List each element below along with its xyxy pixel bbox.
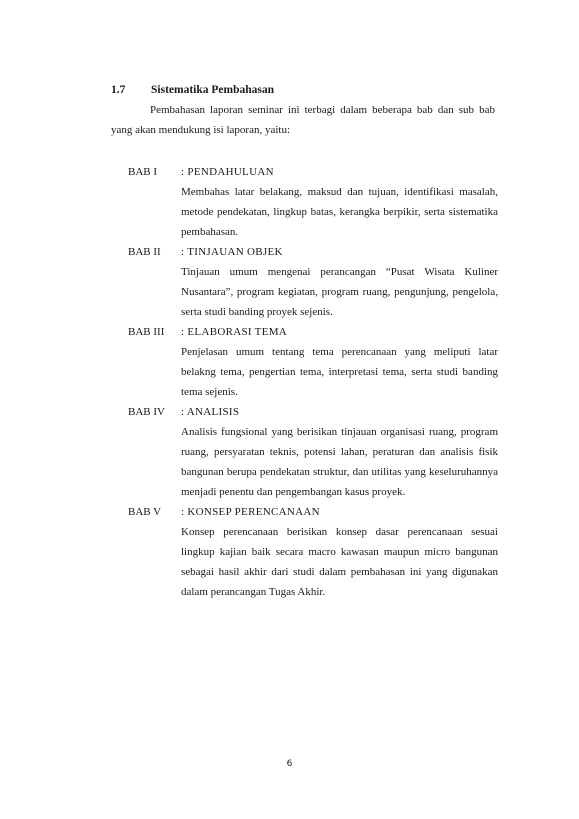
chapter-item-bab-1: [128, 162, 498, 242]
chapter-code: BAB V: [128, 506, 162, 518]
section-title: Sistematika Pembahasan: [151, 84, 274, 96]
chapter-description: Tinjauan umum mengenai perancangan “Pusat Wisata Kuliner Nusantara”, program kegiatan, program ruang, pengunjung, pengelola, serta studi banding proyek sejenis.: [181, 266, 498, 318]
chapter-description: Analisis fungsional yang berisikan tinjauan organisasi ruang, program ruang, persyaratan teknis, potensi lahan, peraturan dan analisis fisik bangunan berupa pendekatan struktur, dan utilitas yang keseluruhannya menjadi penentu dan pengembangan kasus proyek.: [181, 426, 498, 498]
chapter-code: BAB II: [128, 246, 161, 258]
chapter-title: : KONSEP PERENCANAAN: [181, 506, 320, 518]
chapter-item-bab-4: [128, 402, 498, 502]
chapter-description: Penjelasan umum tentang tema perencanaan yang meliputi latar belakng tema, pengertian tema, interpretasi tema, serta studi banding tema sejenis.: [181, 346, 498, 398]
section-number: 1.7: [111, 84, 126, 96]
chapter-title: : TINJAUAN OBJEK: [181, 246, 283, 258]
chapter-title: : ELABORASI TEMA: [181, 326, 288, 338]
chapter-description: Membahas latar belakang, maksud dan tujuan, identifikasi masalah, metode pendekatan, lingkup batas, kerangka berpikir, serta sistematika pembahasan.: [181, 186, 498, 238]
chapter-code: BAB I: [128, 166, 158, 178]
intro-paragraph: Pembahasan laporan seminar ini terbagi dalam beberapa bab dan sub bab yang akan mendukung isi laporan, yaitu:: [111, 104, 495, 136]
chapter-description: Konsep perencanaan berisikan konsep dasar perencanaan sesuai lingkup kajian baik secara macro kawasan maupun micro bangunan sebagai hasil akhir dari studi dalam pembahasan ini yang digunakan dalam perancangan Tugas Akhir.: [181, 526, 498, 598]
chapter-code: BAB IV: [128, 406, 165, 418]
chapter-list: [128, 162, 498, 602]
chapter-item-bab-5: [128, 502, 498, 602]
chapter-title: : ANALISIS: [181, 406, 240, 418]
chapter-code: BAB III: [128, 326, 165, 338]
chapter-item-bab-3: [128, 322, 498, 402]
chapter-item-bab-2: [128, 242, 498, 322]
page-number: 6: [286, 759, 293, 769]
chapter-title: : PENDAHULUAN: [181, 166, 274, 178]
section-heading: [111, 82, 274, 98]
